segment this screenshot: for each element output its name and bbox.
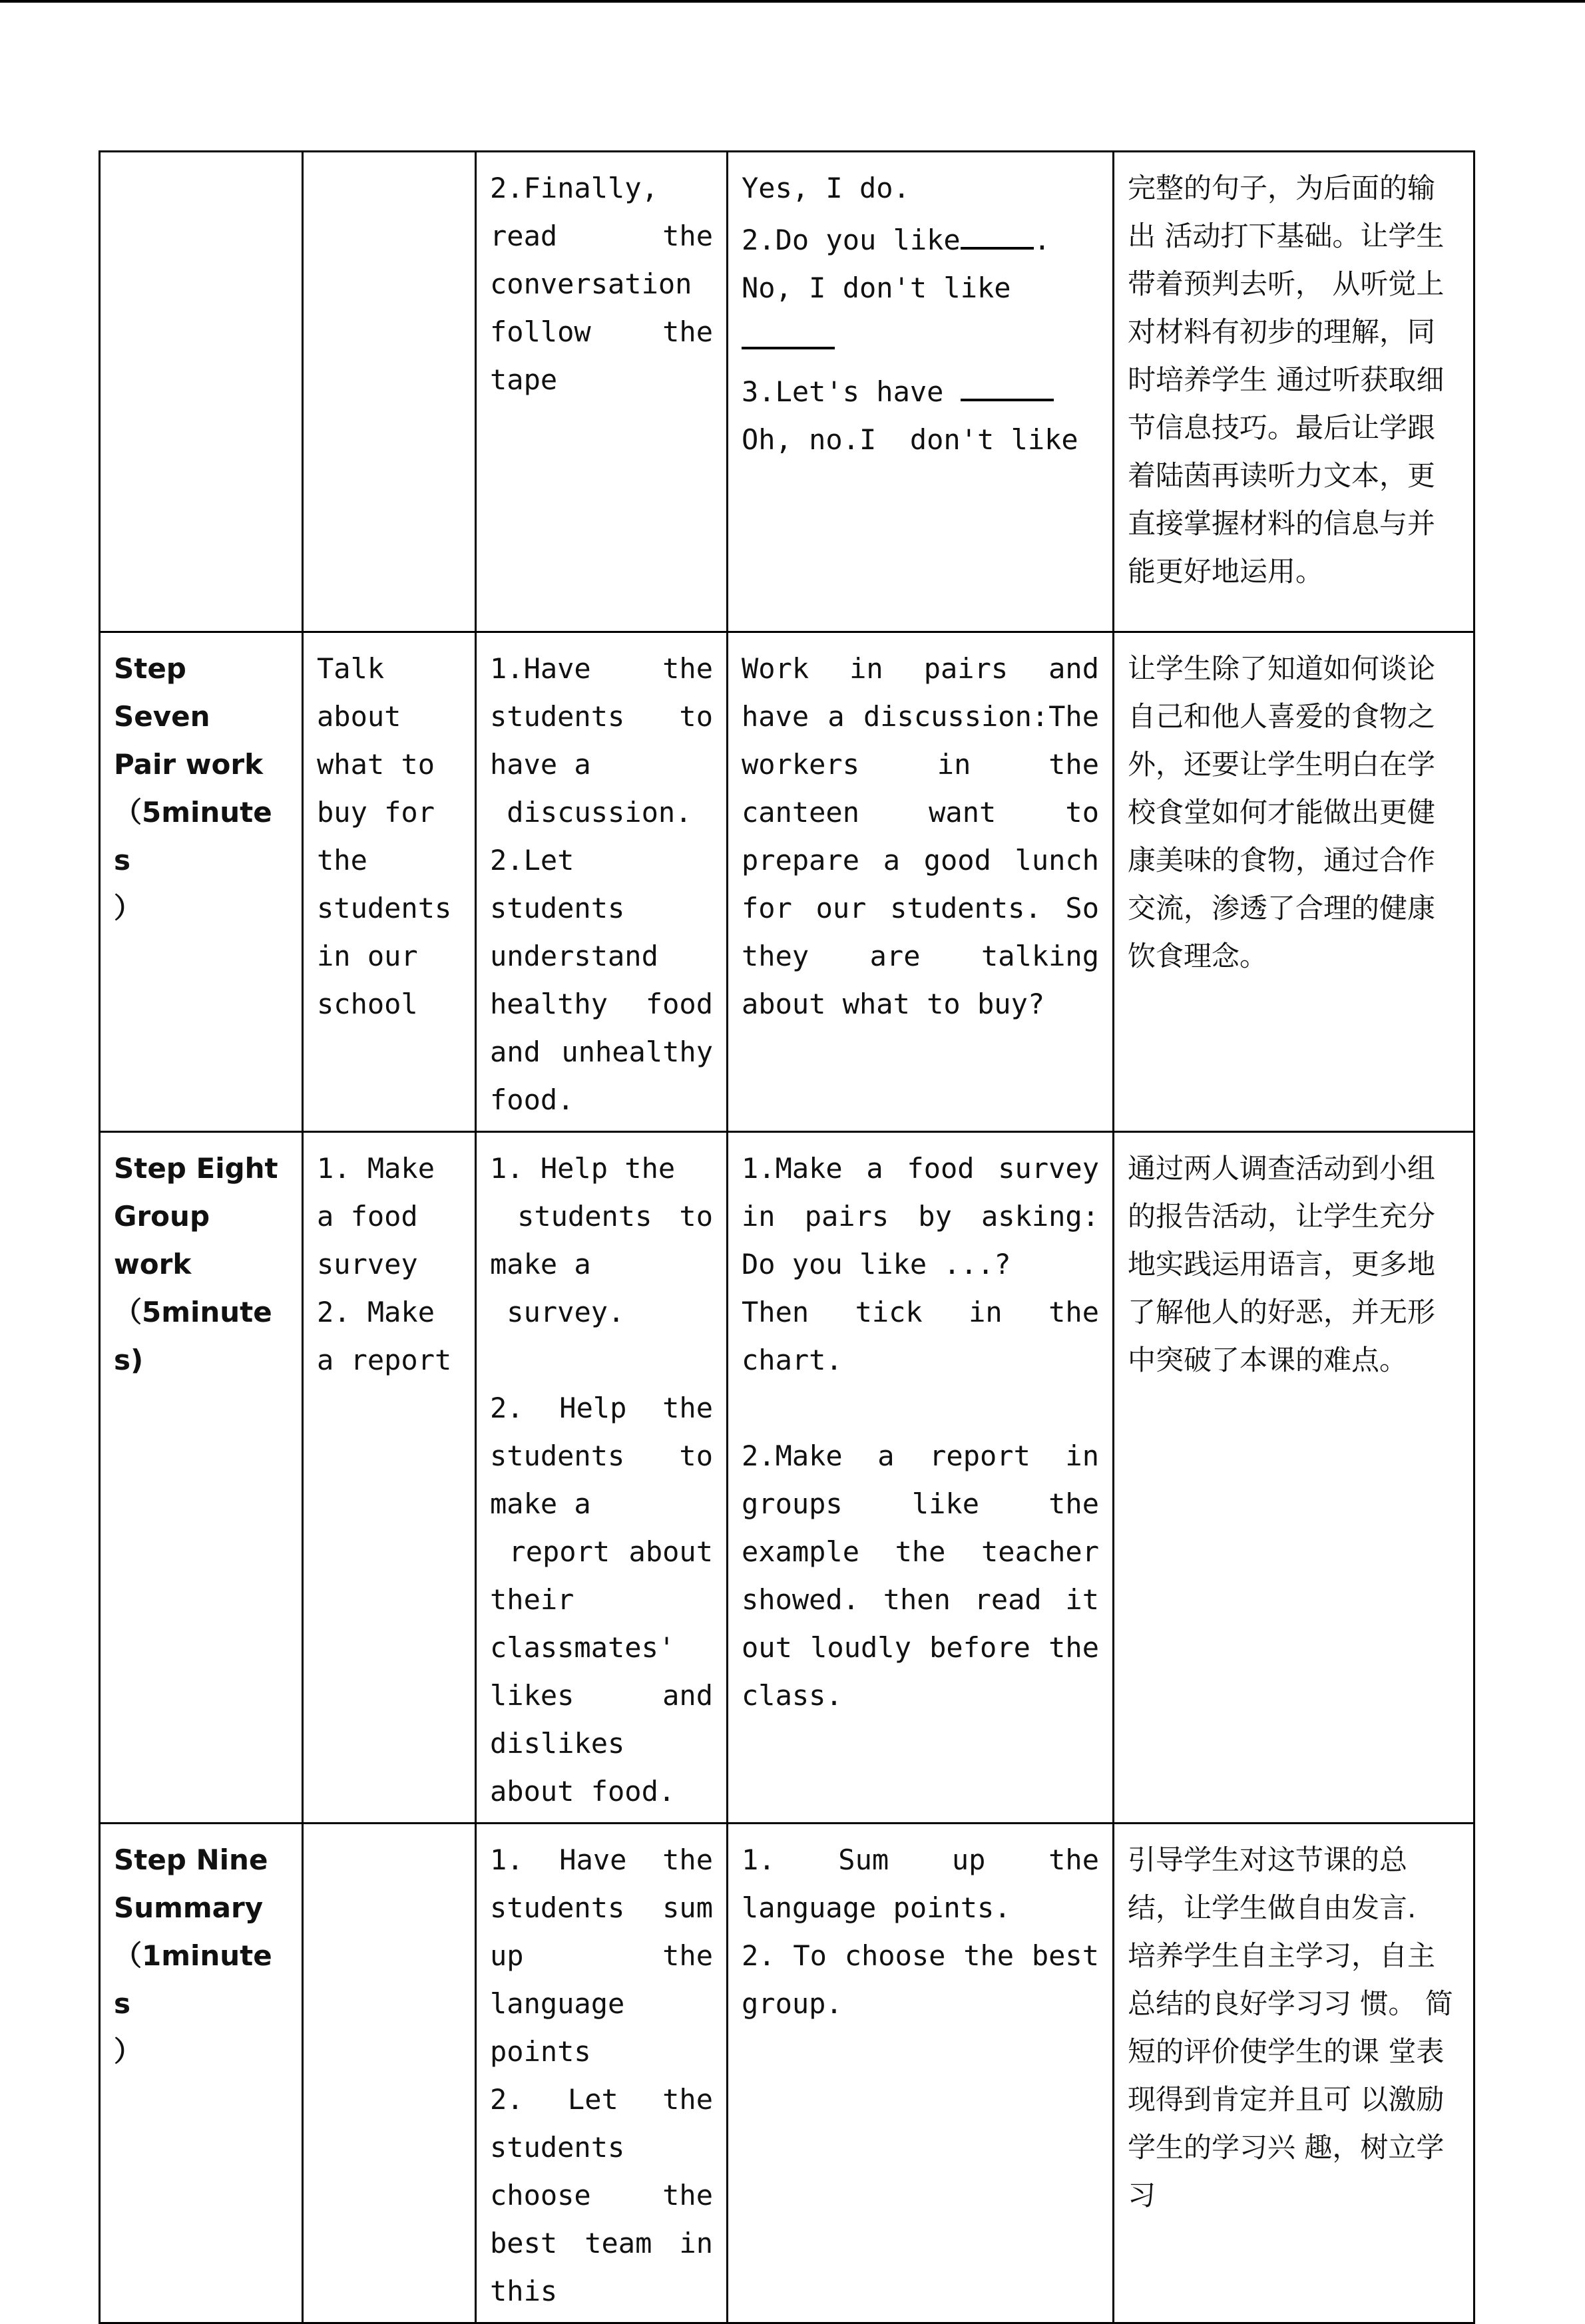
student-activity-cell: Work in pairs and have a discussion:The workers in the canteen want to prepare a good lunch for our students. So they are talking about what to buy? [728,632,1114,1132]
objective-cell [303,152,476,632]
student-line: Yes, I do. [742,172,910,204]
objective-cell: 1. Make a food survey 2. Make a report [303,1132,476,1824]
step-cell: Step Nine Summary （1minutes ） [100,1824,303,2323]
lesson-plan-table [99,150,1475,2324]
purpose-cell: 让学生除了知道如何谈论自己和他人喜爱的食物之外，还要让学生明白在学校食堂如何才能做出更健康美味的食物，通过合作交流，渗透了合理的健康饮食理念。 [1114,632,1474,1132]
purpose-cell: 引导学生对这节课的总结，让学生做自由发言. 培养学生自主学习，自主总结的良好学习习 惯。 简短的评价使学生的课 堂表现得到肯定并且可 以激励学生的学习兴 趣，树立学习 [1114,1824,1474,2323]
objective-cell: Talk about what to buy for the students in our school [303,632,476,1132]
teacher-activity-cell: 2.Finally, read the conversation follow the tape [476,152,728,632]
teacher-activity-cell: 1. Help the students to make a survey. 2. Help the students to make a report about their classmates' likes and dislikes about food. [476,1132,728,1824]
student-activity-cell: 1.Make a food survey in pairs by asking: Do you like ...? Then tick in the chart. 2.Make a report in groups like the example the teacher showed. then read it out loudly before the class. [728,1132,1114,1824]
step-cell [100,152,303,632]
student-line: Oh, no.I don't like [742,423,1078,456]
student-activity-cell: Yes, I do. 2.Do you like . No, I don't like 3.Let's have Oh, no.I don't like [728,152,1114,632]
purpose-cell: 完整的句子，为后面的输出 活动打下基础。让学生带着预判去听， 从听觉上对材料有初步的理解，同时培养学生 通过听获取细节信息技巧。最后让学跟着陆茵再读听力文本，更直接掌握材料的信息与并能更好地运用。 [1114,152,1474,632]
step-cell: Step Eight Group work （5minutes) [100,1132,303,1824]
student-line: 2.Do you like [742,224,961,256]
student-line: 3.Let's have [742,375,961,408]
page-top-rule [0,0,1585,3]
teacher-activity-cell: 1. Have the students sum up the language points 2. Let the students choose the best team in this [476,1824,728,2323]
table-row [100,1132,1474,1824]
fill-blank [961,212,1034,250]
table-row [100,1824,1474,2323]
objective-cell [303,1824,476,2323]
table-row [100,152,1474,632]
student-line: No, I don't like [742,272,1011,304]
fill-blank [742,312,835,349]
student-activity-cell: 1. Sum up the language points. 2. To choose the best group. [728,1824,1114,2323]
fill-blank [961,364,1054,401]
teacher-activity-cell: 1.Have the students to have a discussion. 2.Let students understand healthy food and unhealthy food. [476,632,728,1132]
step-cell: Step Seven Pair work （5minutes ） [100,632,303,1132]
purpose-cell: 通过两人调查活动到小组的报告活动，让学生充分地实践运用语言，更多地了解他人的好恶，并无形中突破了本课的难点。 [1114,1132,1474,1824]
table-row [100,632,1474,1132]
